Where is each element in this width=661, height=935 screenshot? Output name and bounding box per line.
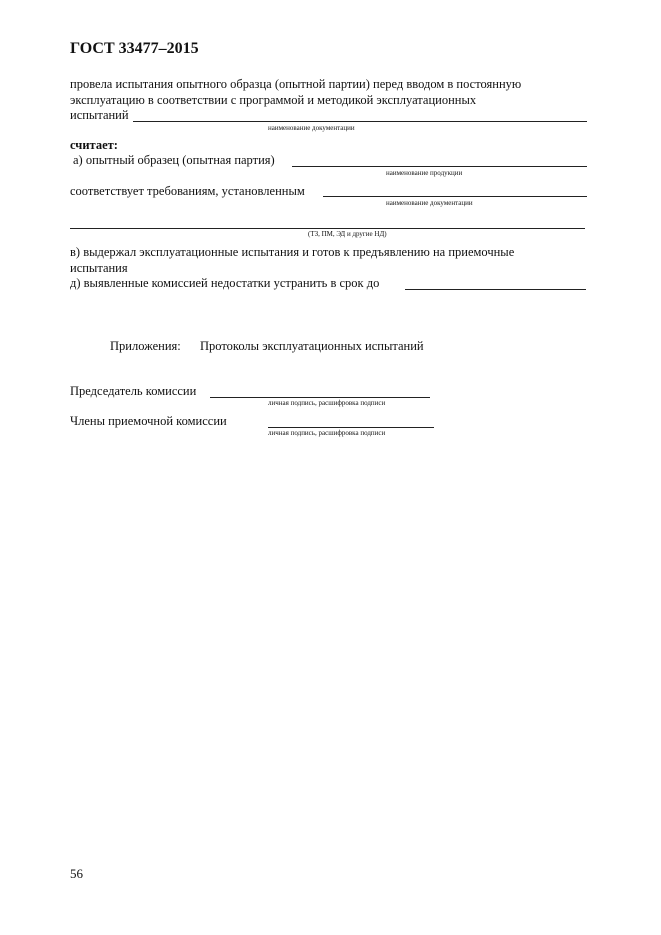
complies-doc-blank-line: [323, 196, 587, 197]
caption-specs: (ТЗ, ПМ, ЭД и другие НД): [308, 230, 387, 238]
specs-blank-line: [70, 228, 585, 229]
chairman-label: Председатель комиссии: [70, 384, 197, 398]
members-signature-caption: личная подпись, расшифровка подписи: [268, 429, 386, 437]
intro-line-1: провела испытания опытного образца (опытной партии) перед вводом в постоянную: [70, 77, 522, 91]
complies-text: соответствует требованиям, установленным: [70, 184, 305, 198]
doc-name-blank-line: [133, 121, 587, 122]
chairman-signature-line: [210, 397, 430, 398]
product-name-blank-line: [292, 166, 587, 167]
item-a-text: а) опытный образец (опытная партия): [73, 153, 275, 167]
considers-label: считает:: [70, 138, 118, 152]
item-d-text: д) выявленные комиссией недостатки устранить в срок до: [70, 276, 380, 290]
item-v-line-2: испытания: [70, 261, 128, 275]
intro-line-2: эксплуатацию в соответствии с программой и методикой эксплуатационных: [70, 93, 477, 107]
item-v-line-1: в) выдержал эксплуатационные испытания и готов к предъявлению на приемочные: [70, 245, 515, 259]
caption-doc-name: наименование документации: [268, 124, 355, 132]
document-title: ГОСТ 33477–2015: [70, 40, 199, 57]
caption-product-name: наименование продукции: [386, 169, 463, 177]
chairman-signature-caption: личная подпись, расшифровка подписи: [268, 399, 386, 407]
attachments-value: Протоколы эксплуатационных испытаний: [200, 339, 424, 353]
members-signature-line: [268, 427, 434, 428]
members-label: Члены приемочной комиссии: [70, 414, 227, 428]
deadline-blank-line: [405, 289, 586, 290]
attachments-label: Приложения:: [110, 339, 181, 353]
caption-doc-name-2: наименование документации: [386, 199, 473, 207]
intro-line-3: испытаний: [70, 108, 129, 122]
page-number: 56: [70, 866, 83, 881]
